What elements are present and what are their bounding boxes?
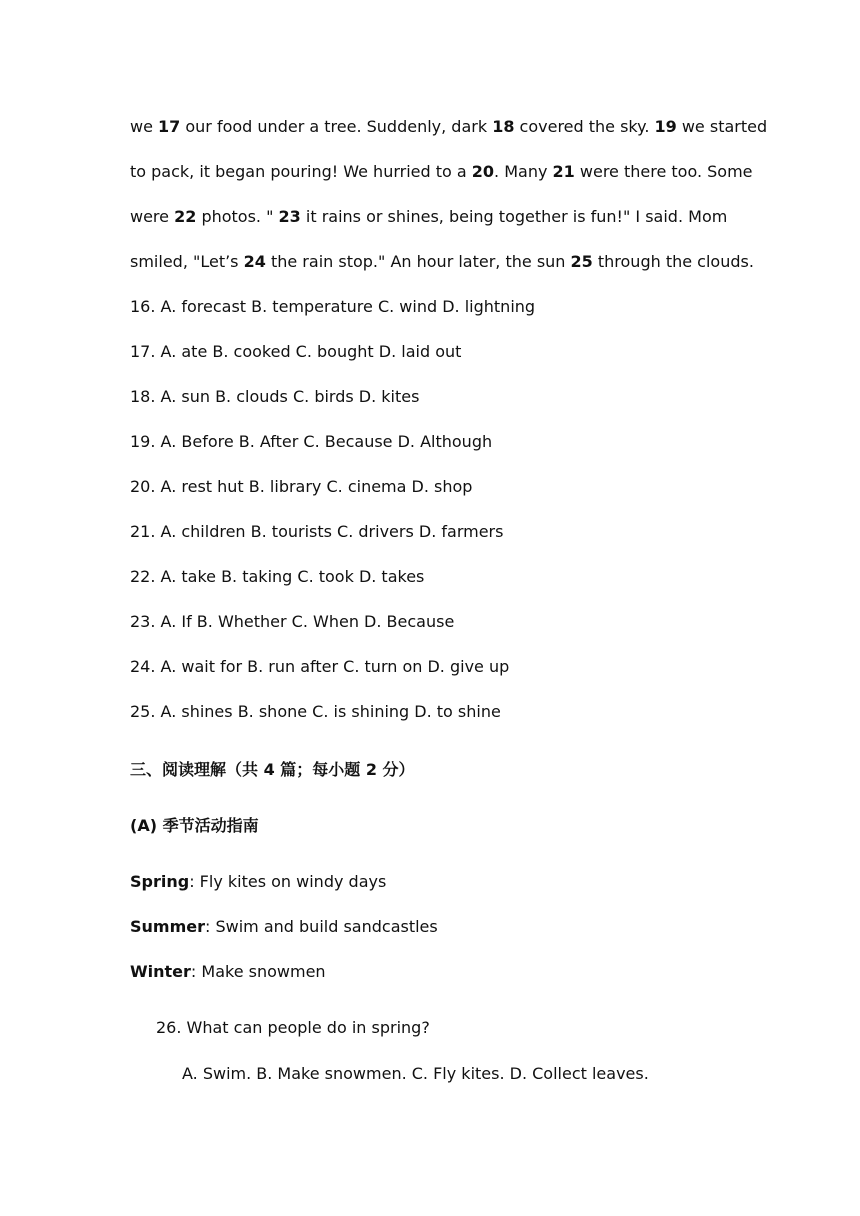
passage-text: were <box>130 207 175 226</box>
blank-number: 24 <box>243 252 266 271</box>
blank-number: 22 <box>174 207 197 226</box>
passage-text: . Many <box>494 162 553 181</box>
blank-number: 18 <box>492 117 515 136</box>
passage-text: through the clouds. <box>592 252 754 271</box>
passage-text: our food under a tree. Suddenly, dark <box>180 117 493 136</box>
option-line-20: 20. A. rest hut B. library C. cinema D. shop <box>130 477 473 496</box>
passage-line-3 <box>130 206 727 228</box>
blank-number: 21 <box>552 162 575 181</box>
question-26-answers: A. Swim. B. Make snowmen. C. Fly kites. D. Collect leaves. <box>182 1064 649 1083</box>
blank-number: 20 <box>471 162 495 181</box>
option-line-19: 19. A. Before B. After C. Because D. Although <box>130 432 493 451</box>
passage-line-2 <box>130 161 753 183</box>
passage-text: were there too. Some <box>574 162 753 181</box>
option-line-25: 25. A. shines B. shone C. is shining D. to shine <box>130 702 501 721</box>
passage-text: photos. " <box>196 207 279 226</box>
option-line-22: 22. A. take B. taking C. took D. takes <box>130 567 425 586</box>
blank-number: 19 <box>654 117 677 136</box>
season-item-spring <box>130 871 386 893</box>
blank-number: 17 <box>158 117 181 136</box>
passage-line-1 <box>130 116 767 138</box>
section-title: 三、阅读理解（共 4 篇；每小题 2 分） <box>130 760 415 779</box>
option-line-17: 17. A. ate B. cooked C. bought D. laid out <box>130 342 462 361</box>
option-line-21: 21. A. children B. tourists C. drivers D. farmers <box>130 522 504 541</box>
option-line-18: 18. A. sun B. clouds C. birds D. kites <box>130 387 420 406</box>
season-text: : Fly kites on windy days <box>189 872 387 891</box>
passage-text: smiled, "Let’s <box>130 252 244 271</box>
option-line-23: 23. A. If B. Whether C. When D. Because <box>130 612 455 631</box>
passage-text: it rains or shines, being together is fun!" I said. Mom <box>300 207 728 226</box>
passage-line-4 <box>130 251 754 273</box>
passage-text: we <box>130 117 159 136</box>
season-item-summer <box>130 916 438 938</box>
passage-text: to pack, it began pouring! We hurried to a <box>130 162 472 181</box>
season-label: Spring <box>130 872 190 891</box>
passage-text: we started <box>676 117 768 136</box>
season-item-winter <box>130 961 326 983</box>
season-label: Winter <box>130 962 191 981</box>
blank-number: 23 <box>278 207 301 226</box>
season-text: : Make snowmen <box>190 962 326 981</box>
option-line-16: 16. A. forecast B. temperature C. wind D. lightning <box>130 297 536 316</box>
option-line-24: 24. A. wait for B. run after C. turn on D. give up <box>130 657 510 676</box>
passage-text: covered the sky. <box>514 117 655 136</box>
question-26: 26. What can people do in spring? <box>156 1018 430 1037</box>
season-label: Summer <box>130 917 205 936</box>
passage-text: the rain stop." An hour later, the sun <box>265 252 571 271</box>
season-text: : Swim and build sandcastles <box>205 917 438 936</box>
section-subtitle: (A) 季节活动指南 <box>130 816 259 835</box>
blank-number: 25 <box>570 252 593 271</box>
